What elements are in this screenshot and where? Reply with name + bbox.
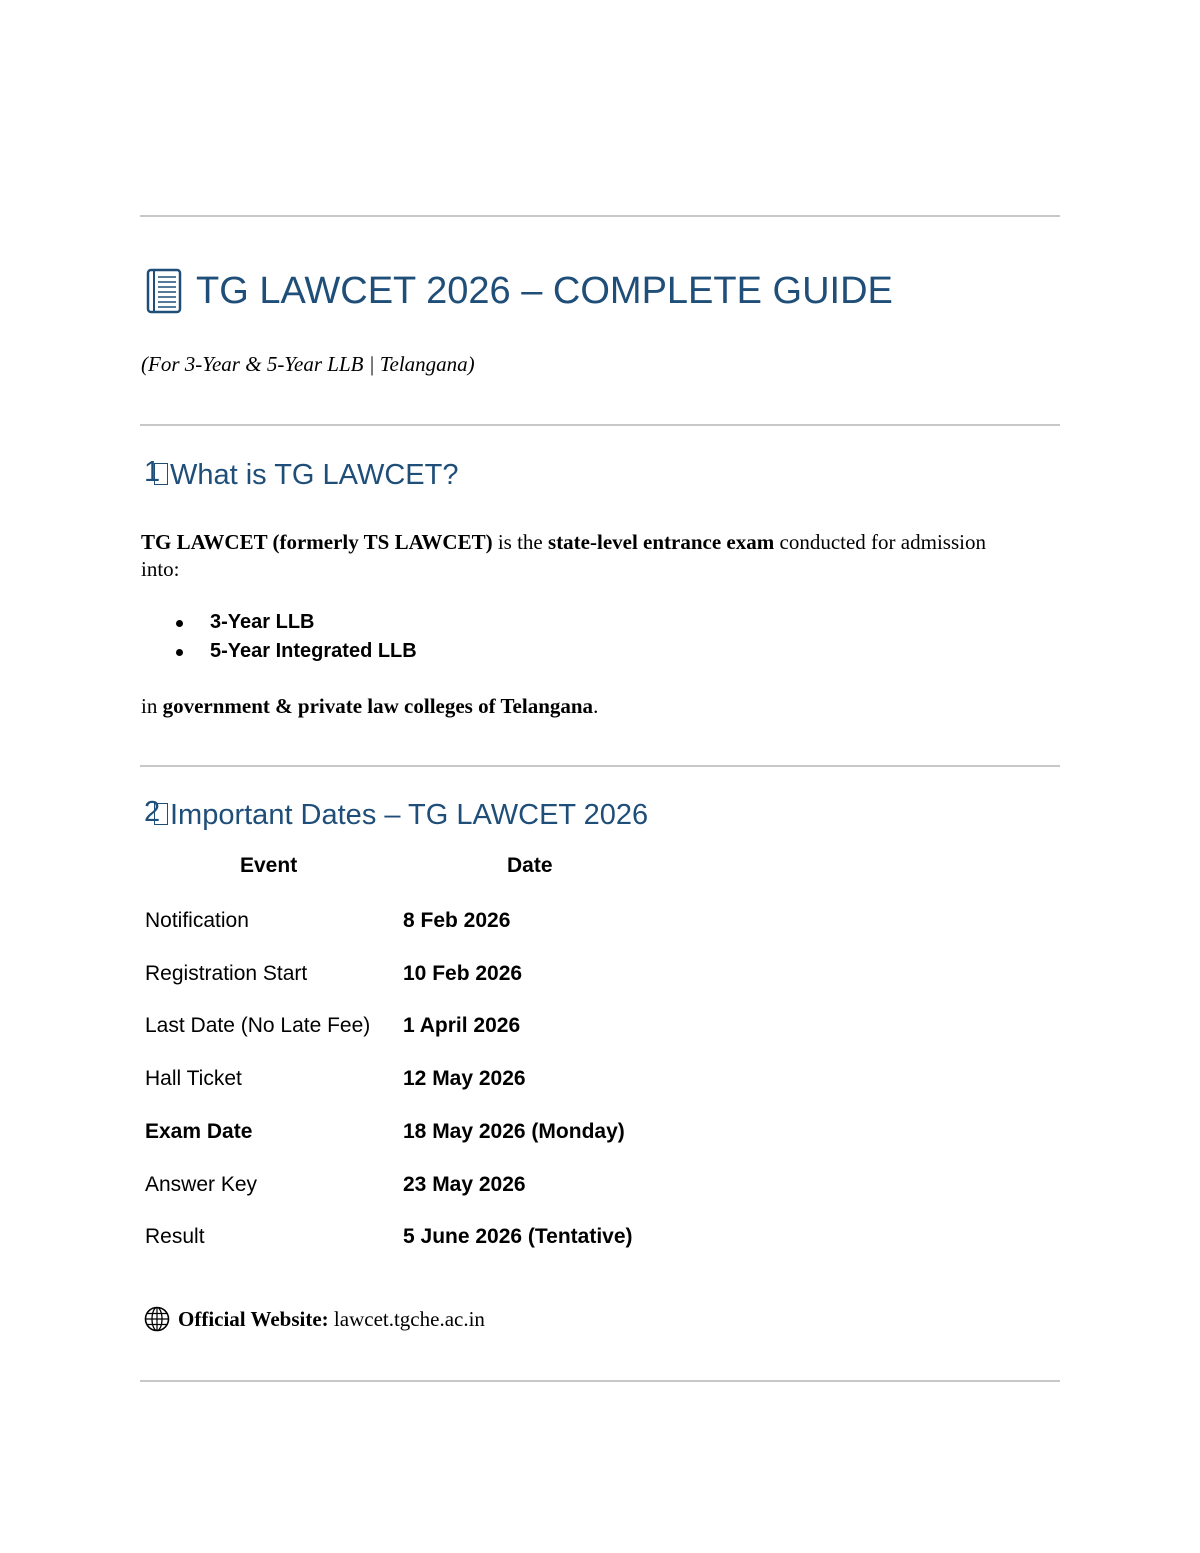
table-row: Result 5 June 2026 (Tentative) xyxy=(145,1225,633,1248)
colleges-paragraph: in government & private law colleges of Telangana. xyxy=(141,694,599,718)
page-title xyxy=(144,266,893,316)
divider-bottom xyxy=(140,1380,1060,1382)
table-row: Answer Key 23 May 2026 xyxy=(145,1173,526,1196)
intro-paragraph: TG LAWCET (formerly TS LAWCET) is the state-level entrance exam conducted for admission into: xyxy=(141,530,986,581)
website-label: Official Website: xyxy=(178,1307,329,1331)
book-icon xyxy=(144,267,184,315)
list-item: 5-Year Integrated LLB xyxy=(141,637,417,666)
list-item: 3-Year LLB xyxy=(141,608,417,637)
section-2-heading-text: Important Dates – TG LAWCET 2026 xyxy=(170,799,649,831)
table-header-date: Date xyxy=(507,854,553,877)
table-row: Last Date (No Late Fee) 1 April 2026 xyxy=(145,1014,521,1037)
bullet-icon xyxy=(176,620,183,627)
subtitle: (For 3-Year & 5-Year LLB | Telangana) xyxy=(141,352,475,376)
table-row: Notification 8 Feb 2026 xyxy=(145,909,511,932)
divider-1 xyxy=(140,424,1060,426)
table-header-event: Event xyxy=(240,854,298,877)
page-title-text: TG LAWCET 2026 – COMPLETE GUIDE xyxy=(196,270,893,312)
course-list xyxy=(141,608,417,666)
section-1-heading xyxy=(144,457,458,493)
table-row: Hall Ticket 12 May 2026 xyxy=(145,1067,526,1090)
table-row: Exam Date 18 May 2026 (Monday) xyxy=(145,1120,625,1143)
website-link[interactable]: lawcet.tgche.ac.in xyxy=(333,1307,485,1331)
official-website xyxy=(144,1305,485,1333)
section-1-heading-text: What is TG LAWCET? xyxy=(170,459,459,491)
keycap-number-1: 1 xyxy=(144,458,170,488)
globe-icon xyxy=(144,1306,170,1332)
divider-2 xyxy=(140,765,1060,767)
section-2-heading xyxy=(144,797,648,833)
bullet-icon xyxy=(176,649,183,656)
keycap-number-2: 2 xyxy=(144,798,170,828)
table-row: Registration Start 10 Feb 2026 xyxy=(145,962,523,985)
divider-top xyxy=(140,215,1060,217)
